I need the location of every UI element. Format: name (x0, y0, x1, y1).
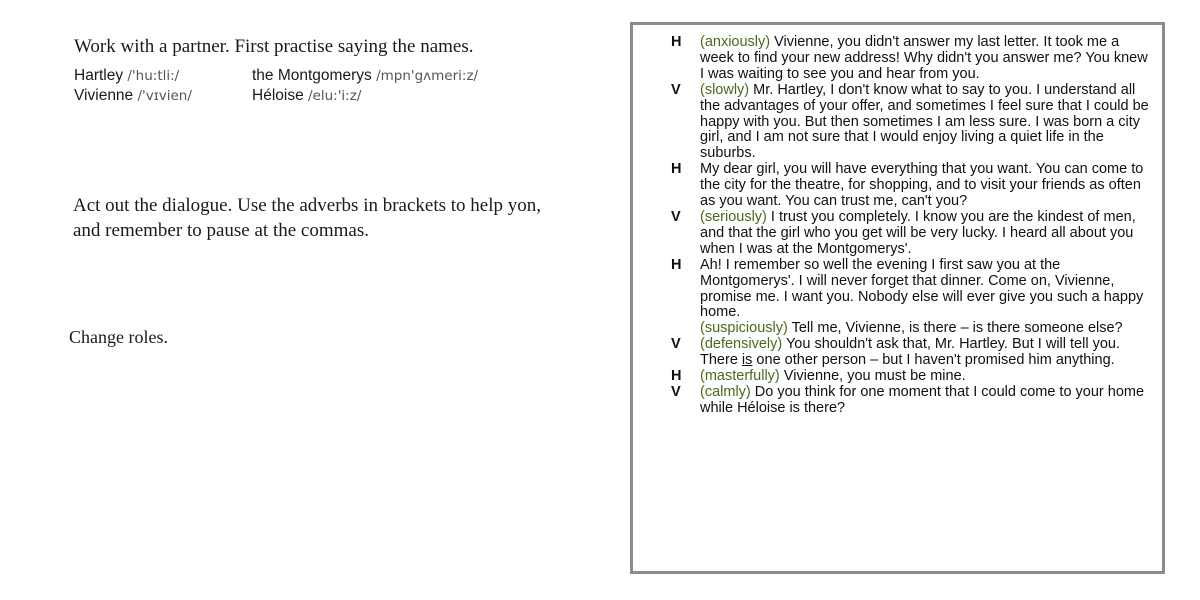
dialogue-text (700, 385, 1151, 417)
line-text: My dear girl, you will have everything that you want. You can come to the city for the theatre, for shopping, and to visit your friends as often as you want. You can trust me, can't you? (700, 161, 1144, 210)
line-text: Vivienne, you must be mine. (779, 368, 966, 385)
adverb: (suspiciously) (700, 320, 788, 337)
dialogue-line (671, 369, 1151, 385)
dialogue-box (630, 22, 1165, 574)
dialogue-line (671, 83, 1151, 163)
speaker-label: H (671, 34, 682, 50)
name-ipa: /elu:'i:z/ (308, 88, 362, 104)
line-text: Tell me, Vivienne, is there – is there someone else? (787, 320, 1123, 337)
speaker-label: V (671, 208, 681, 225)
line-text: I trust you completely. I know you are the kindest of men, and that the girl who you get will be very lucky. I heard all about you when I was at the Montgomerys'. (700, 208, 1136, 257)
speaker-label: H (671, 368, 682, 385)
adverb: (anxiously) (700, 34, 771, 50)
dialogue-text (700, 210, 1151, 258)
dialogue-text (700, 337, 1151, 369)
speaker-label (671, 321, 700, 337)
name-entry (252, 86, 430, 106)
name-entry (74, 66, 252, 86)
speaker-label: V (671, 336, 681, 353)
dialogue (671, 35, 1151, 417)
dialogue-line (671, 35, 1151, 83)
name-label: the Montgomerys (252, 67, 372, 84)
name-ipa: /'hu:tli:/ (127, 68, 180, 84)
dialogue-text (700, 258, 1151, 322)
line-text: one other person – but I haven't promised him anything. (752, 352, 1115, 369)
speaker-label: V (671, 383, 681, 400)
line-text: Mr. Hartley, I don't know what to say to you. I understand all the advantages of your offer, and sometimes I feel sure that I could be happy with you. But then sometimes I am less sure. I was born a city girl, and I am not sure that I would enjoy living a quiet life in the suburbs. (700, 81, 1149, 162)
speaker-label: V (671, 81, 681, 98)
dialogue-text (700, 83, 1151, 163)
adverb: (slowly) (700, 81, 750, 98)
dialogue-line (671, 162, 1151, 210)
line-text: Do you think for one moment that I could come to your home while Héloise is there? (700, 383, 1145, 416)
name-entry (74, 86, 252, 106)
name-label: Héloise (252, 87, 304, 104)
dialogue-line (671, 258, 1151, 322)
dialogue-line (671, 337, 1151, 369)
name-entry (252, 66, 479, 86)
speaker-label: H (671, 161, 682, 178)
instruction-change-roles: Change roles. (69, 327, 168, 347)
dialogue-text (700, 321, 1151, 337)
instruction-practise: Work with a partner. First practise saying the names. (74, 36, 474, 57)
dialogue-line (671, 321, 1151, 337)
line-text-before: You shouldn't ask that, Mr. Hartley. But I will tell you. There (700, 336, 1120, 369)
names-table (74, 66, 479, 106)
names-row (74, 86, 430, 106)
adverb: (seriously) (700, 208, 767, 225)
dialogue-line (671, 210, 1151, 258)
names-row (74, 66, 479, 86)
line-text: Vivienne, you didn't answer my last letter. It took me a week to find your new address! Why didn't you answer me? You knew I was waiting to see you and hear from you. (700, 34, 1148, 82)
emphasized-word: is (741, 352, 753, 369)
dialogue-line (671, 385, 1151, 417)
instruction-act-out: Act out the dialogue. Use the adverbs in brackets to help yon, and remember to pause at the commas. (73, 195, 542, 241)
name-label: Hartley (74, 67, 124, 84)
dialogue-text (700, 35, 1151, 83)
speaker-label: H (671, 256, 682, 273)
name-ipa: /'vɪvien/ (137, 88, 192, 104)
dialogue-text (700, 162, 1151, 210)
adverb: (masterfully) (700, 368, 780, 385)
name-label: Vivienne (74, 87, 134, 104)
line-text: Ah! I remember so well the evening I first saw you at the Montgomerys'. I will never forget that dinner. Come on, Vivienne, promise me. I want you. Nobody else will ever give you such a happy home. (700, 256, 1144, 321)
dialogue-text (700, 369, 1151, 385)
adverb: (defensively) (700, 336, 783, 353)
adverb: (calmly) (700, 383, 751, 400)
name-ipa: /mpn'gʌmeri:z/ (376, 68, 479, 84)
